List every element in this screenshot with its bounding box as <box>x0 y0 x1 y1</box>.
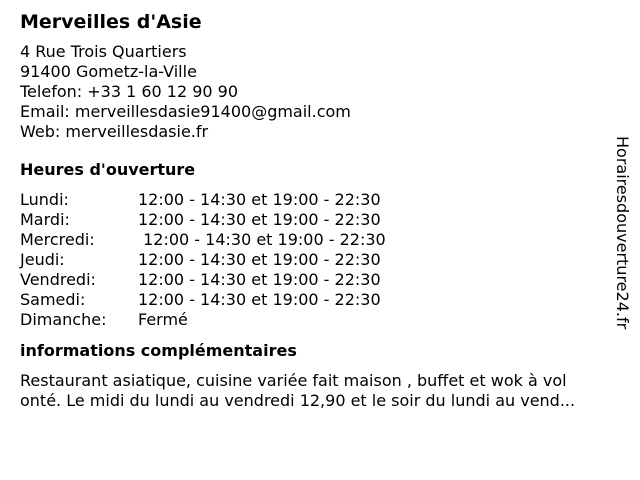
info-description <box>20 371 630 411</box>
hours-row-saturday <box>20 290 620 310</box>
hours-row-tuesday <box>20 210 620 230</box>
address-line-1: 4 Rue Trois Quartiers <box>20 42 187 61</box>
hours-table <box>20 190 620 330</box>
day-hours: 12:00 - 14:30 et 19:00 - 22:30 <box>138 290 381 309</box>
day-hours: Fermé <box>138 310 188 329</box>
hours-row-monday <box>20 190 620 210</box>
day-hours: 12:00 - 14:30 et 19:00 - 22:30 <box>138 190 381 209</box>
hours-title: Heures d'ouverture <box>20 160 196 179</box>
day-label: Mardi: <box>20 210 70 229</box>
web-text: Web: merveillesdasie.fr <box>20 122 209 141</box>
day-hours: 12:00 - 14:30 et 19:00 - 22:30 <box>138 230 386 249</box>
info-title: informations complémentaires <box>20 341 297 360</box>
phone-text: Telefon: +33 1 60 12 90 90 <box>20 82 239 101</box>
day-hours: 12:00 - 14:30 et 19:00 - 22:30 <box>138 210 381 229</box>
hours-row-friday <box>20 270 620 290</box>
day-hours: 12:00 - 14:30 et 19:00 - 22:30 <box>138 270 381 289</box>
day-label: Dimanche: <box>20 310 107 329</box>
day-label: Jeudi: <box>20 250 65 269</box>
day-label: Samedi: <box>20 290 86 309</box>
info-line-2: onté. Le midi du lundi au vendredi 12,90 et le soir du lundi au vend... <box>20 391 576 410</box>
hours-row-thursday <box>20 250 620 270</box>
day-hours: 12:00 - 14:30 et 19:00 - 22:30 <box>138 250 381 269</box>
business-card <box>20 8 620 411</box>
address-line-2: 91400 Gometz-la-Ville <box>20 62 197 81</box>
site-watermark: Horairesdouverture24.fr <box>613 136 632 330</box>
info-line-1: Restaurant asiatique, cuisine variée fait maison , buffet et wok à vol <box>20 371 567 390</box>
business-name: Merveilles d'Asie <box>20 11 202 33</box>
day-label: Vendredi: <box>20 270 96 289</box>
hours-row-sunday <box>20 310 620 330</box>
contact-block <box>20 42 620 142</box>
day-label: Lundi: <box>20 190 69 209</box>
day-label: Mercredi: <box>20 230 95 249</box>
hours-row-wednesday <box>20 230 620 250</box>
email-text: Email: merveillesdasie91400@gmail.com <box>20 102 351 121</box>
